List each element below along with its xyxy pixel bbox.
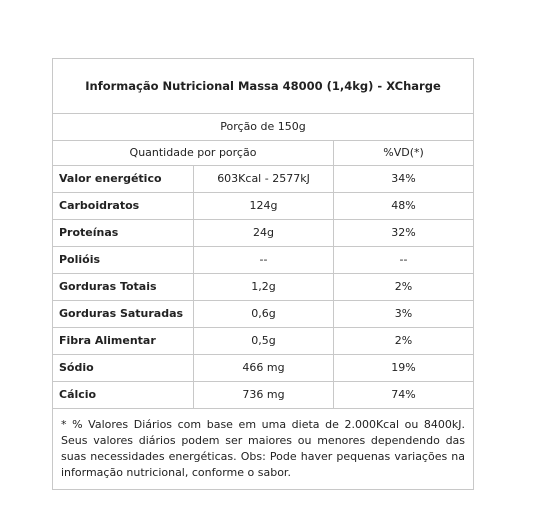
- nutrient-amount: 124g: [194, 193, 334, 220]
- table-row: [53, 382, 474, 409]
- table-row: [53, 301, 474, 328]
- nutrient-vd: 48%: [334, 193, 474, 220]
- title-row: [53, 59, 474, 114]
- table-row: [53, 166, 474, 193]
- nutrient-amount: 603Kcal - 2577kJ: [194, 166, 334, 193]
- nutrient-amount: 0,6g: [194, 301, 334, 328]
- table-row: [53, 328, 474, 355]
- nutrient-name: Sódio: [53, 355, 194, 382]
- nutrient-amount: --: [194, 247, 334, 274]
- nutrient-name: Valor energético: [53, 166, 194, 193]
- nutrient-vd: 74%: [334, 382, 474, 409]
- quantity-header: Quantidade por porção: [53, 141, 334, 166]
- nutrient-amount: 24g: [194, 220, 334, 247]
- nutrient-name: Gorduras Saturadas: [53, 301, 194, 328]
- footnote-text: * % Valores Diários com base em uma dieta de 2.000Kcal ou 8400kJ. Seus valores diários podem ser maiores ou menores dependendo das suas necessidades energéticas. Obs: Pode haver pequenas variações na informação nutricional, conforme o sabor.: [53, 409, 474, 490]
- nutrient-vd: 2%: [334, 328, 474, 355]
- nutrition-table: [52, 58, 474, 490]
- nutrient-amount: 466 mg: [194, 355, 334, 382]
- nutrient-vd: 32%: [334, 220, 474, 247]
- nutrient-name: Cálcio: [53, 382, 194, 409]
- nutrient-name: Carboidratos: [53, 193, 194, 220]
- portion-label: Porção de 150g: [53, 114, 474, 141]
- nutrient-vd: 3%: [334, 301, 474, 328]
- table-row: [53, 274, 474, 301]
- nutrient-name: Gorduras Totais: [53, 274, 194, 301]
- header-row: [53, 141, 474, 166]
- nutrient-vd: 19%: [334, 355, 474, 382]
- nutrient-name: Proteínas: [53, 220, 194, 247]
- table-row: [53, 220, 474, 247]
- table-row: [53, 247, 474, 274]
- nutrient-vd: --: [334, 247, 474, 274]
- vd-header: %VD(*): [334, 141, 474, 166]
- nutrient-vd: 34%: [334, 166, 474, 193]
- footnote-row: [53, 409, 474, 490]
- nutrient-amount: 0,5g: [194, 328, 334, 355]
- nutrient-amount: 1,2g: [194, 274, 334, 301]
- table-title: Informação Nutricional Massa 48000 (1,4kg) - XCharge: [53, 59, 474, 114]
- table-row: [53, 355, 474, 382]
- nutrient-name: Fibra Alimentar: [53, 328, 194, 355]
- portion-row: [53, 114, 474, 141]
- nutrient-name: Polióis: [53, 247, 194, 274]
- nutrient-amount: 736 mg: [194, 382, 334, 409]
- nutrient-vd: 2%: [334, 274, 474, 301]
- table-row: [53, 193, 474, 220]
